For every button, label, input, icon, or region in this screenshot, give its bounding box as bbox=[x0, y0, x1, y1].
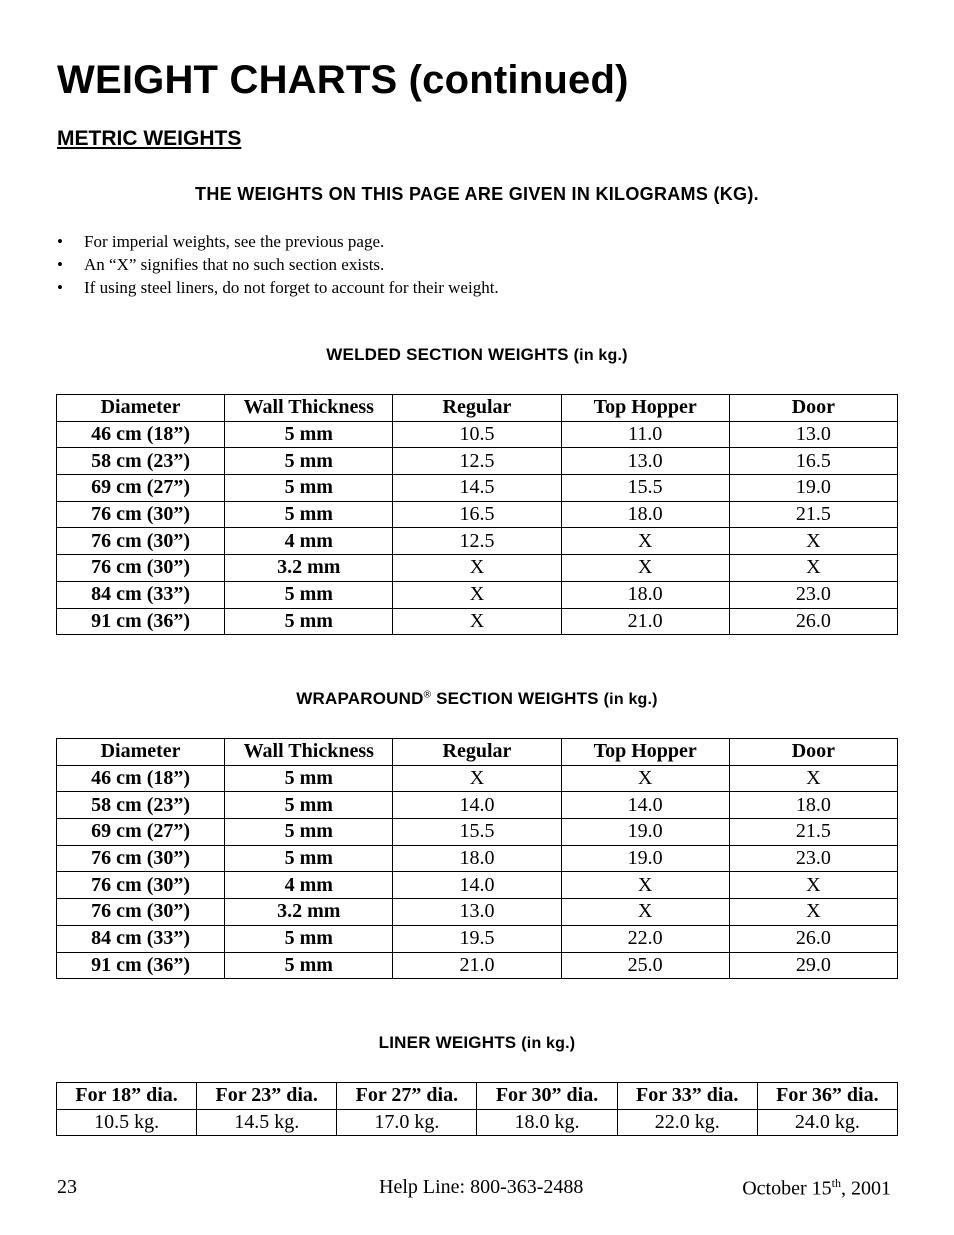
wall-thickness-cell: 5 mm bbox=[225, 608, 393, 635]
note-text: If using steel liners, do not forget to account for their weight. bbox=[84, 278, 499, 297]
table-row bbox=[57, 792, 898, 819]
wraparound-weights-table bbox=[56, 738, 898, 979]
weight-cell: 13.0 bbox=[729, 421, 897, 448]
weight-cell: 18.0 bbox=[561, 501, 729, 528]
weight-cell: 21.5 bbox=[729, 501, 897, 528]
table-row bbox=[57, 819, 898, 846]
wraparound-title-main: WRAPAROUND bbox=[296, 689, 424, 708]
wall-thickness-cell: 4 mm bbox=[225, 872, 393, 899]
note-item bbox=[57, 253, 499, 276]
weight-cell: 14.0 bbox=[561, 792, 729, 819]
diameter-cell: 84 cm (33”) bbox=[57, 925, 225, 952]
diameter-cell: 58 cm (23”) bbox=[57, 792, 225, 819]
welded-title-units: (in kg.) bbox=[573, 347, 628, 364]
table-row bbox=[57, 475, 898, 502]
weight-cell: 26.0 bbox=[729, 608, 897, 635]
wall-thickness-cell: 5 mm bbox=[225, 819, 393, 846]
liner-weight-cell: 22.0 kg. bbox=[617, 1109, 757, 1136]
liner-table-title bbox=[0, 1033, 954, 1053]
diameter-cell: 58 cm (23”) bbox=[57, 448, 225, 475]
weight-cell: X bbox=[561, 899, 729, 926]
table-row bbox=[57, 925, 898, 952]
diameter-cell: 46 cm (18”) bbox=[57, 421, 225, 448]
column-header: Diameter bbox=[57, 739, 225, 766]
wall-thickness-cell: 5 mm bbox=[225, 421, 393, 448]
wall-thickness-cell: 5 mm bbox=[225, 581, 393, 608]
page-title: WEIGHT CHARTS (continued) bbox=[57, 58, 629, 102]
welded-table-title bbox=[0, 345, 954, 365]
liner-weight-cell: 18.0 kg. bbox=[477, 1109, 617, 1136]
welded-weights-table bbox=[56, 394, 898, 635]
table-row bbox=[57, 899, 898, 926]
bullet-icon: • bbox=[57, 278, 63, 297]
liner-weight-cell: 17.0 kg. bbox=[337, 1109, 477, 1136]
weight-cell: 21.0 bbox=[561, 608, 729, 635]
weight-cell: 15.5 bbox=[393, 819, 561, 846]
weight-cell: X bbox=[561, 872, 729, 899]
column-header: For 30” dia. bbox=[477, 1083, 617, 1110]
weight-cell: 12.5 bbox=[393, 528, 561, 555]
table-row bbox=[57, 501, 898, 528]
weight-cell: 18.0 bbox=[393, 845, 561, 872]
diameter-cell: 84 cm (33”) bbox=[57, 581, 225, 608]
weight-cell: 19.0 bbox=[729, 475, 897, 502]
column-header: Regular bbox=[393, 395, 561, 422]
note-item bbox=[57, 276, 499, 299]
weight-cell: X bbox=[393, 608, 561, 635]
weight-cell: 26.0 bbox=[729, 925, 897, 952]
liner-weight-cell: 14.5 kg. bbox=[197, 1109, 337, 1136]
weight-cell: X bbox=[561, 528, 729, 555]
note-text: An “X” signifies that no such section exists. bbox=[84, 255, 385, 274]
column-header: Diameter bbox=[57, 395, 225, 422]
weight-cell: 21.5 bbox=[729, 819, 897, 846]
note-item bbox=[57, 230, 499, 253]
weight-cell: X bbox=[729, 899, 897, 926]
column-header: For 27” dia. bbox=[337, 1083, 477, 1110]
section-heading: METRIC WEIGHTS bbox=[57, 127, 242, 150]
weight-cell: 13.0 bbox=[561, 448, 729, 475]
column-header: Top Hopper bbox=[561, 739, 729, 766]
weight-cell: 18.0 bbox=[561, 581, 729, 608]
weight-cell: 25.0 bbox=[561, 952, 729, 979]
column-header: Top Hopper bbox=[561, 395, 729, 422]
column-header: For 23” dia. bbox=[197, 1083, 337, 1110]
wall-thickness-cell: 5 mm bbox=[225, 845, 393, 872]
wall-thickness-cell: 5 mm bbox=[225, 765, 393, 792]
diameter-cell: 91 cm (36”) bbox=[57, 608, 225, 635]
wall-thickness-cell: 4 mm bbox=[225, 528, 393, 555]
weight-cell: 16.5 bbox=[393, 501, 561, 528]
weight-cell: 12.5 bbox=[393, 448, 561, 475]
bullet-icon: • bbox=[57, 232, 63, 251]
weight-cell: X bbox=[729, 555, 897, 582]
weight-cell: 14.5 bbox=[393, 475, 561, 502]
weight-cell: 19.0 bbox=[561, 845, 729, 872]
wraparound-table-title bbox=[0, 689, 954, 709]
diameter-cell: 46 cm (18”) bbox=[57, 765, 225, 792]
wall-thickness-cell: 5 mm bbox=[225, 952, 393, 979]
table-row bbox=[57, 448, 898, 475]
weight-cell: 14.0 bbox=[393, 872, 561, 899]
weight-cell: X bbox=[729, 765, 897, 792]
column-header: Door bbox=[729, 395, 897, 422]
wall-thickness-cell: 3.2 mm bbox=[225, 555, 393, 582]
page-number: 23 bbox=[57, 1176, 77, 1198]
diameter-cell: 91 cm (36”) bbox=[57, 952, 225, 979]
liner-weight-cell: 24.0 kg. bbox=[757, 1109, 897, 1136]
weight-cell: X bbox=[393, 555, 561, 582]
wall-thickness-cell: 5 mm bbox=[225, 448, 393, 475]
diameter-cell: 76 cm (30”) bbox=[57, 845, 225, 872]
weight-cell: 23.0 bbox=[729, 845, 897, 872]
weight-cell: X bbox=[393, 581, 561, 608]
date-prefix: October 15 bbox=[742, 1177, 832, 1200]
liner-weight-cell: 10.5 kg. bbox=[57, 1109, 197, 1136]
weight-cell: X bbox=[729, 872, 897, 899]
wall-thickness-cell: 5 mm bbox=[225, 501, 393, 528]
diameter-cell: 76 cm (30”) bbox=[57, 501, 225, 528]
header-row bbox=[57, 1083, 898, 1110]
table-row bbox=[57, 845, 898, 872]
weight-cell: 23.0 bbox=[729, 581, 897, 608]
diameter-cell: 76 cm (30”) bbox=[57, 899, 225, 926]
diameter-cell: 69 cm (27”) bbox=[57, 819, 225, 846]
weight-cell: 18.0 bbox=[729, 792, 897, 819]
notes-list bbox=[57, 230, 499, 299]
liner-title-units: (in kg.) bbox=[521, 1035, 576, 1052]
diameter-cell: 76 cm (30”) bbox=[57, 555, 225, 582]
wraparound-title-units: (in kg.) bbox=[603, 691, 658, 708]
units-notice: THE WEIGHTS ON THIS PAGE ARE GIVEN IN KILOGRAMS (KG). bbox=[195, 184, 759, 204]
weight-cell: 11.0 bbox=[561, 421, 729, 448]
column-header: Door bbox=[729, 739, 897, 766]
weight-cell: 19.5 bbox=[393, 925, 561, 952]
weight-cell: 15.5 bbox=[561, 475, 729, 502]
wraparound-title-rest: SECTION WEIGHTS bbox=[431, 689, 599, 708]
wall-thickness-cell: 5 mm bbox=[225, 475, 393, 502]
note-text: For imperial weights, see the previous page. bbox=[84, 232, 385, 251]
help-line: Help Line: 800-363-2488 bbox=[379, 1176, 584, 1198]
column-header: Wall Thickness bbox=[225, 395, 393, 422]
registered-mark: ® bbox=[423, 689, 432, 701]
table-row bbox=[57, 1109, 898, 1136]
weight-cell: 29.0 bbox=[729, 952, 897, 979]
diameter-cell: 76 cm (30”) bbox=[57, 872, 225, 899]
weight-cell: 21.0 bbox=[393, 952, 561, 979]
wall-thickness-cell: 5 mm bbox=[225, 925, 393, 952]
table-row bbox=[57, 952, 898, 979]
diameter-cell: 69 cm (27”) bbox=[57, 475, 225, 502]
footer-date bbox=[742, 1176, 891, 1201]
weight-cell: 14.0 bbox=[393, 792, 561, 819]
weight-cell: 10.5 bbox=[393, 421, 561, 448]
wall-thickness-cell: 5 mm bbox=[225, 792, 393, 819]
column-header: For 18” dia. bbox=[57, 1083, 197, 1110]
column-header: Wall Thickness bbox=[225, 739, 393, 766]
column-header: Regular bbox=[393, 739, 561, 766]
table-row bbox=[57, 765, 898, 792]
diameter-cell: 76 cm (30”) bbox=[57, 528, 225, 555]
weight-cell: 19.0 bbox=[561, 819, 729, 846]
column-header: For 36” dia. bbox=[757, 1083, 897, 1110]
table-row bbox=[57, 555, 898, 582]
weight-cell: 16.5 bbox=[729, 448, 897, 475]
date-suffix: , 2001 bbox=[841, 1177, 891, 1200]
wall-thickness-cell: 3.2 mm bbox=[225, 899, 393, 926]
liner-weights-table bbox=[56, 1082, 898, 1136]
table-row bbox=[57, 528, 898, 555]
date-ordinal: th bbox=[831, 1176, 841, 1190]
weight-cell: X bbox=[729, 528, 897, 555]
header-row bbox=[57, 739, 898, 766]
weight-cell: X bbox=[561, 555, 729, 582]
table-row bbox=[57, 608, 898, 635]
bullet-icon: • bbox=[57, 255, 63, 274]
column-header: For 33” dia. bbox=[617, 1083, 757, 1110]
weight-cell: X bbox=[561, 765, 729, 792]
table-row bbox=[57, 421, 898, 448]
weight-cell: 13.0 bbox=[393, 899, 561, 926]
header-row bbox=[57, 395, 898, 422]
table-row bbox=[57, 581, 898, 608]
liner-title-main: LINER WEIGHTS bbox=[378, 1033, 517, 1052]
table-row bbox=[57, 872, 898, 899]
weight-cell: X bbox=[393, 765, 561, 792]
welded-title-main: WELDED SECTION WEIGHTS bbox=[326, 345, 569, 364]
weight-cell: 22.0 bbox=[561, 925, 729, 952]
